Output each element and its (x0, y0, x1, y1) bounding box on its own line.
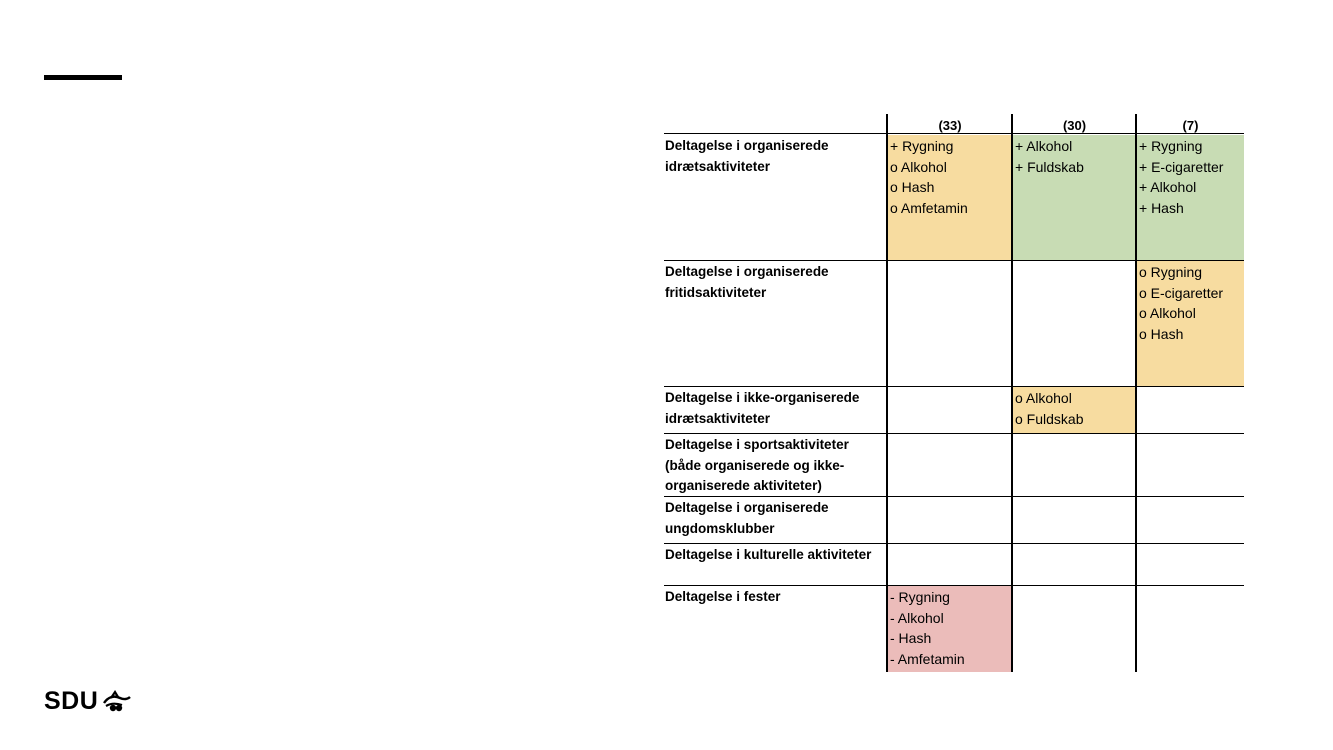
table-cell (888, 387, 1012, 433)
cell-line: - Amfetamin (890, 650, 965, 667)
cell-lines (888, 586, 1012, 669)
column-rule (886, 114, 888, 672)
table-cell (888, 434, 1012, 496)
cell-line: o Alkohol (1139, 305, 1196, 322)
table-cell (1137, 544, 1244, 585)
table-cell (1137, 387, 1244, 433)
column-header: (30) (1062, 118, 1087, 133)
table-cell (1013, 544, 1136, 585)
header-rule (664, 133, 1244, 134)
row-label: Deltagelse i ikke-organiserede idrætsaktiviteter (665, 390, 860, 426)
table-cell (1137, 434, 1244, 496)
cell-line: - Rygning (890, 589, 950, 605)
table-cell (1013, 497, 1136, 543)
cell-line: + Rygning (1139, 138, 1203, 154)
cell-line: - Alkohol (890, 609, 944, 626)
cell-lines (1137, 135, 1244, 218)
cell-line: + E-cigaretter (1139, 158, 1224, 175)
cell-lines (1013, 135, 1136, 177)
cell-lines (1013, 387, 1136, 429)
logo-text: SDU (44, 687, 99, 715)
row-label: Deltagelse i fester (665, 589, 781, 604)
table-cell (888, 135, 1012, 260)
cell-line: - Hash (890, 630, 932, 647)
cell-line: + Rygning (890, 138, 954, 154)
cell-line: + Alkohol (1015, 138, 1073, 154)
sdu-logo (44, 686, 132, 716)
cell-line: + Fuldskab (1015, 158, 1084, 175)
column-header: (7) (1182, 118, 1199, 133)
table-cell (888, 586, 1012, 672)
table-cell (888, 261, 1012, 386)
cell-line: o E-cigaretter (1139, 284, 1224, 301)
table-cell (1137, 497, 1244, 543)
cell-lines (1137, 261, 1244, 344)
table-cell (888, 497, 1012, 543)
table-cell (1137, 586, 1244, 672)
table-cell (1013, 387, 1136, 433)
title-accent-line (44, 75, 122, 80)
table-cell (1013, 261, 1136, 386)
row-label: Deltagelse i kulturelle aktiviteter (665, 547, 872, 562)
results-table (664, 114, 1244, 672)
table-cell (1013, 434, 1136, 496)
column-rule (1135, 114, 1137, 672)
cell-line: + Hash (1139, 199, 1184, 216)
column-rule (1011, 114, 1013, 672)
cell-line: o Alkohol (1015, 390, 1072, 406)
table-cell (1013, 586, 1136, 672)
row-label: Deltagelse i organiserede fritidsaktiviteter (665, 264, 829, 300)
table-cell (1013, 135, 1136, 260)
row-label: Deltagelse i organiserede ungdomsklubber (665, 500, 829, 536)
table-cell (1137, 261, 1244, 386)
cell-line: o Hash (1139, 325, 1184, 342)
cell-line: o Hash (890, 179, 935, 196)
row-label: Deltagelse i sportsaktiviteter (både organiserede og ikke-organiserede aktiviteter) (665, 437, 849, 494)
cell-line: o Amfetamin (890, 199, 968, 216)
row-label: Deltagelse i organiserede idrætsaktiviteter (665, 138, 829, 174)
table-cell (888, 544, 1012, 585)
column-header: (33) (938, 118, 962, 133)
oak-leaf-icon (102, 689, 132, 713)
cell-line: + Alkohol (1139, 179, 1197, 196)
cell-line: o Rygning (1139, 264, 1203, 280)
cell-line: o Fuldskab (1015, 410, 1084, 427)
cell-line: o Alkohol (890, 158, 947, 175)
table-cell (1137, 135, 1244, 260)
cell-lines (888, 135, 1012, 218)
